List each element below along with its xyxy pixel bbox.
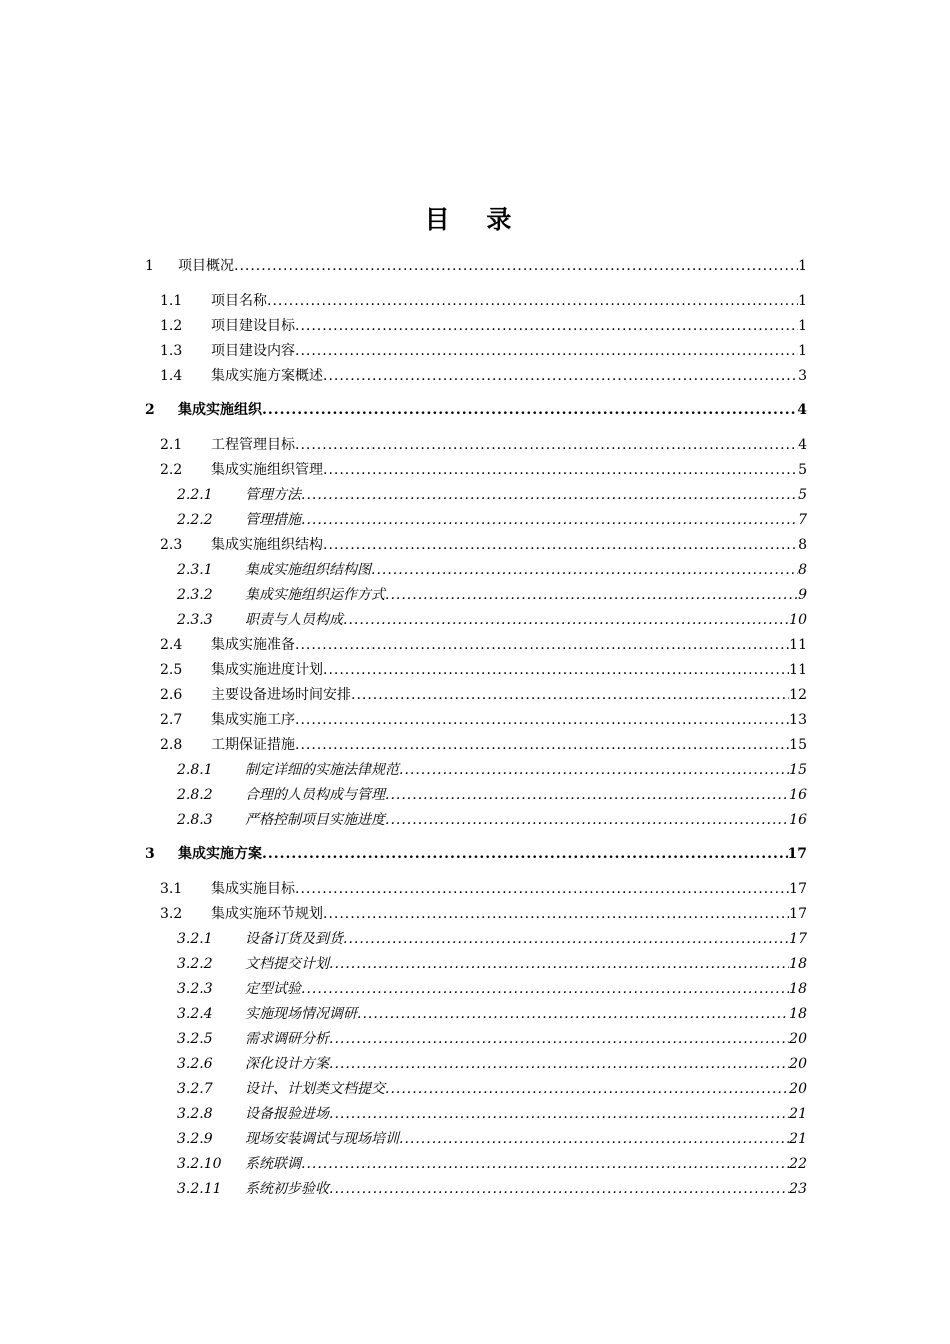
toc-entry-page: 7 <box>798 512 807 528</box>
toc-entry-title: 深化设计方案 <box>245 1056 329 1072</box>
toc-entry-page: 3 <box>798 368 807 384</box>
toc-dot-leader <box>385 1077 789 1101</box>
toc-entry-line <box>178 254 807 278</box>
toc-dot-leader <box>343 927 789 951</box>
toc-entry-page: 20 <box>789 1081 807 1097</box>
toc-entry-number: 3.2.6 <box>177 1056 213 1072</box>
toc-entry[interactable] <box>0 758 950 782</box>
toc-entry-title: 项目建设内容 <box>211 343 295 359</box>
toc-entry-line <box>245 508 807 532</box>
toc-entry[interactable] <box>0 1152 950 1176</box>
toc-dot-leader <box>385 583 798 607</box>
toc-dot-leader <box>295 633 789 657</box>
toc-entry[interactable] <box>0 339 950 363</box>
toc-entry-page: 12 <box>789 687 807 703</box>
toc-entry-title: 系统联调 <box>245 1156 301 1172</box>
toc-entry-title: 合理的人员构成与管理 <box>245 787 385 803</box>
toc-dot-leader <box>295 708 789 732</box>
toc-entry-line <box>245 952 807 976</box>
toc-entry-line <box>245 583 807 607</box>
toc-dot-leader <box>295 733 789 757</box>
toc-entry-number: 3.2.11 <box>177 1181 222 1197</box>
toc-entry-number: 3.2.9 <box>177 1131 213 1147</box>
toc-entry-title: 工期保证措施 <box>211 737 295 753</box>
toc-entry-page: 13 <box>789 712 807 728</box>
toc-entry-title: 定型试验 <box>245 981 301 997</box>
toc-entry-number: 3.2.4 <box>177 1006 213 1022</box>
toc-entry-title: 管理方法 <box>245 487 301 503</box>
toc-dot-leader <box>385 808 789 832</box>
toc-entry[interactable] <box>0 1077 950 1101</box>
toc-entry-number: 1.4 <box>160 368 183 384</box>
toc-entry[interactable] <box>0 314 950 338</box>
toc-entry[interactable] <box>0 508 950 532</box>
toc-entry-page: 21 <box>789 1131 807 1147</box>
toc-dot-leader <box>295 433 798 457</box>
toc-entry-line <box>211 658 807 682</box>
toc-dot-leader <box>357 1002 789 1026</box>
toc-entry-title: 项目名称 <box>211 293 267 309</box>
toc-entry-page: 1 <box>798 343 807 359</box>
toc-entry-title: 集成实施组织 <box>178 402 262 418</box>
toc-entry-number: 2.3.2 <box>177 587 213 603</box>
toc-dot-leader <box>329 1102 789 1126</box>
toc-entry-page: 8 <box>798 537 807 553</box>
toc-entry-number: 2.3.3 <box>177 612 213 628</box>
toc-dot-leader <box>295 339 798 363</box>
toc-entry-page: 15 <box>789 762 807 778</box>
toc-entry-line <box>245 1152 807 1176</box>
toc-entry-line <box>245 1102 807 1126</box>
toc-entry-number: 1 <box>145 258 154 274</box>
toc-entry-title: 集成实施目标 <box>211 881 295 897</box>
toc-entry[interactable] <box>0 842 950 866</box>
toc-dot-leader <box>323 364 798 388</box>
toc-entry-line <box>245 783 807 807</box>
toc-entry-title: 集成实施组织运作方式 <box>245 587 385 603</box>
toc-entry-title: 集成实施组织结构图 <box>245 562 371 578</box>
toc-entry[interactable] <box>0 364 950 388</box>
toc-entry-title: 集成实施方案概述 <box>211 368 323 384</box>
toc-entry-number: 3.2.3 <box>177 981 213 997</box>
toc-entry[interactable] <box>0 558 950 582</box>
toc-entry-title: 文档提交计划 <box>245 956 329 972</box>
toc-entry-title: 集成实施组织管理 <box>211 462 323 478</box>
toc-entry-number: 3.2.2 <box>177 956 213 972</box>
toc-entry[interactable] <box>0 433 950 457</box>
toc-entry-line <box>245 1077 807 1101</box>
toc-dot-leader <box>399 758 789 782</box>
toc-entry-number: 2.5 <box>160 662 183 678</box>
toc-entry-line <box>211 339 807 363</box>
toc-entry[interactable] <box>0 683 950 707</box>
toc-entry-title: 职责与人员构成 <box>245 612 343 628</box>
toc-dot-leader <box>301 1152 789 1176</box>
toc-entry-page: 5 <box>798 487 807 503</box>
toc-entry[interactable] <box>0 1027 950 1051</box>
toc-entry[interactable] <box>0 608 950 632</box>
toc-entry-number: 2.8.1 <box>177 762 213 778</box>
toc-dot-leader <box>329 1027 789 1051</box>
toc-entry-number: 3.2.1 <box>177 931 213 947</box>
toc-entry-page: 20 <box>789 1031 807 1047</box>
toc-entry[interactable] <box>0 483 950 507</box>
toc-entry-line <box>211 708 807 732</box>
toc-entry-line <box>245 1002 807 1026</box>
toc-entry[interactable] <box>0 398 950 422</box>
toc-entry-title: 集成实施进度计划 <box>211 662 323 678</box>
toc-entry-title: 集成实施方案 <box>178 846 262 862</box>
toc-entry-title: 实施现场情况调研 <box>245 1006 357 1022</box>
toc-entry-page: 4 <box>798 437 807 453</box>
toc-entry-number: 3.2.5 <box>177 1031 213 1047</box>
toc-entry-line <box>211 533 807 557</box>
toc-entry-page: 17 <box>789 906 807 922</box>
toc-entry-page: 9 <box>798 587 807 603</box>
toc-entry-page: 20 <box>789 1056 807 1072</box>
toc-entry-number: 2.2.2 <box>177 512 213 528</box>
toc-dot-leader <box>323 533 798 557</box>
toc-entry-title: 工程管理目标 <box>211 437 295 453</box>
toc-entry-title: 设计、计划类文档提交 <box>245 1081 385 1097</box>
toc-entry-number: 2.4 <box>160 637 183 653</box>
toc-entry-number: 2.3 <box>160 537 183 553</box>
toc-entry-line <box>211 733 807 757</box>
toc-dot-leader <box>323 902 789 926</box>
toc-entry-line <box>178 842 807 866</box>
toc-entry-line <box>211 877 807 901</box>
toc-entry-line <box>245 758 807 782</box>
toc-entry-number: 2.2 <box>160 462 183 478</box>
toc-entry-line <box>245 1027 807 1051</box>
toc-entry-line <box>245 1177 807 1201</box>
toc-entry-page: 23 <box>789 1181 807 1197</box>
toc-entry-title: 现场安装调试与现场培训 <box>245 1131 399 1147</box>
toc-dot-leader <box>323 658 789 682</box>
toc-entry-number: 3.2 <box>160 906 183 922</box>
toc-entry[interactable] <box>0 1002 950 1026</box>
toc-entry-number: 3.2.8 <box>177 1106 213 1122</box>
toc-entry-line <box>211 364 807 388</box>
toc-entry[interactable] <box>0 902 950 926</box>
toc-dot-leader <box>234 254 798 278</box>
toc-entry[interactable] <box>0 952 950 976</box>
toc-entry-number: 2.8.2 <box>177 787 213 803</box>
toc-entry-number: 3 <box>145 846 155 862</box>
toc-entry-line <box>211 902 807 926</box>
toc-entry[interactable] <box>0 877 950 901</box>
toc-entry-line <box>245 927 807 951</box>
toc-entry-title: 系统初步验收 <box>245 1181 329 1197</box>
toc-entry[interactable] <box>0 1052 950 1076</box>
toc-entry-line <box>245 808 807 832</box>
toc-entry-page: 17 <box>789 931 807 947</box>
toc-entry[interactable] <box>0 1177 950 1201</box>
toc-dot-leader <box>295 314 798 338</box>
toc-entry-line <box>245 608 807 632</box>
toc-entry-number: 2.8.3 <box>177 812 213 828</box>
toc-entry[interactable] <box>0 289 950 313</box>
toc-entry-line <box>245 558 807 582</box>
toc-entry-title: 集成实施环节规划 <box>211 906 323 922</box>
page-title: 目 录 <box>424 205 526 234</box>
toc-dot-leader <box>267 289 798 313</box>
toc-entry-line <box>211 433 807 457</box>
toc-dot-leader <box>262 842 788 866</box>
toc-entry-line <box>211 314 807 338</box>
toc-entry-title: 需求调研分析 <box>245 1031 329 1047</box>
toc-entry-number: 1.1 <box>160 293 183 309</box>
toc-entry-number: 2.1 <box>160 437 183 453</box>
toc-entry-page: 18 <box>789 1006 807 1022</box>
toc-entry[interactable] <box>0 783 950 807</box>
toc-entry-page: 11 <box>789 637 807 653</box>
toc-dot-leader <box>301 977 789 1001</box>
toc-dot-leader <box>329 1052 789 1076</box>
toc-entry-number: 1.3 <box>160 343 183 359</box>
toc-entry-page: 16 <box>789 787 807 803</box>
toc-entry-line <box>245 483 807 507</box>
toc-dot-leader <box>295 877 789 901</box>
toc-dot-leader <box>385 783 789 807</box>
toc-entry-page: 17 <box>789 881 807 897</box>
toc-dot-leader <box>262 398 797 422</box>
toc-entry-title: 制定详细的实施法律规范 <box>245 762 399 778</box>
toc-entry[interactable] <box>0 533 950 557</box>
toc-entry-line <box>245 977 807 1001</box>
toc-entry-title: 主要设备进场时间安排 <box>211 687 351 703</box>
toc-entry-number: 2.6 <box>160 687 183 703</box>
toc-entry-page: 15 <box>789 737 807 753</box>
toc-entry-number: 2 <box>145 402 155 418</box>
toc-entry-page: 16 <box>789 812 807 828</box>
toc-entry-number: 2.8 <box>160 737 183 753</box>
toc-entry-line <box>245 1052 807 1076</box>
toc-entry[interactable] <box>0 583 950 607</box>
toc-entry-line <box>245 1127 807 1151</box>
toc-entry[interactable] <box>0 977 950 1001</box>
toc-entry-number: 2.7 <box>160 712 183 728</box>
toc-dot-leader <box>329 1177 789 1201</box>
toc-entry-page: 21 <box>789 1106 807 1122</box>
toc-entry[interactable] <box>0 1127 950 1151</box>
toc-entry-number: 1.2 <box>160 318 183 334</box>
toc-entry-title: 设备订货及到货 <box>245 931 343 947</box>
toc-dot-leader <box>329 952 789 976</box>
toc-entry-line <box>211 289 807 313</box>
toc-entry-page: 8 <box>798 562 807 578</box>
toc-entry[interactable] <box>0 458 950 482</box>
toc-dot-leader <box>343 608 789 632</box>
toc-entry-number: 2.3.1 <box>177 562 213 578</box>
toc-entry-page: 4 <box>797 402 807 418</box>
toc-entry-title: 集成实施准备 <box>211 637 295 653</box>
toc-entry-title: 严格控制项目实施进度 <box>245 812 385 828</box>
toc-dot-leader <box>371 558 798 582</box>
toc-entry-number: 2.2.1 <box>177 487 213 503</box>
toc-entry-page: 1 <box>798 293 807 309</box>
toc-entry-title: 项目建设目标 <box>211 318 295 334</box>
toc-entry-page: 22 <box>789 1156 807 1172</box>
toc-entry[interactable] <box>0 658 950 682</box>
toc-entry-page: 1 <box>798 318 807 334</box>
toc-entry-line <box>211 458 807 482</box>
toc-dot-leader <box>323 458 798 482</box>
toc-entry-page: 11 <box>789 662 807 678</box>
toc-entry[interactable] <box>0 927 950 951</box>
toc-entry-number: 3.1 <box>160 881 183 897</box>
toc-entry-line <box>211 633 807 657</box>
toc-entry-line <box>211 683 807 707</box>
toc-entry-number: 3.2.7 <box>177 1081 213 1097</box>
toc-entry[interactable] <box>0 808 950 832</box>
toc-entry-page: 18 <box>789 981 807 997</box>
toc-dot-leader <box>351 683 789 707</box>
toc-entry-title: 管理措施 <box>245 512 301 528</box>
toc-entry[interactable] <box>0 254 950 278</box>
toc-entry-title: 设备报验进场 <box>245 1106 329 1122</box>
toc-entry-title: 集成实施工序 <box>211 712 295 728</box>
toc-entry-page: 18 <box>789 956 807 972</box>
toc-entry-page: 17 <box>787 846 807 862</box>
toc-entry[interactable] <box>0 1102 950 1126</box>
toc-entry-page: 1 <box>798 258 807 274</box>
toc-entry[interactable] <box>0 633 950 657</box>
toc-entry-line <box>178 398 807 422</box>
toc-entry-page: 10 <box>789 612 807 628</box>
toc-entry-title: 项目概况 <box>178 258 234 274</box>
toc-dot-leader <box>301 483 798 507</box>
toc-entry[interactable] <box>0 733 950 757</box>
toc-entry-title: 集成实施组织结构 <box>211 537 323 553</box>
toc-entry[interactable] <box>0 708 950 732</box>
toc-entry-number: 3.2.10 <box>177 1156 222 1172</box>
toc-dot-leader <box>399 1127 789 1151</box>
toc-dot-leader <box>301 508 798 532</box>
toc-entry-page: 5 <box>798 462 807 478</box>
